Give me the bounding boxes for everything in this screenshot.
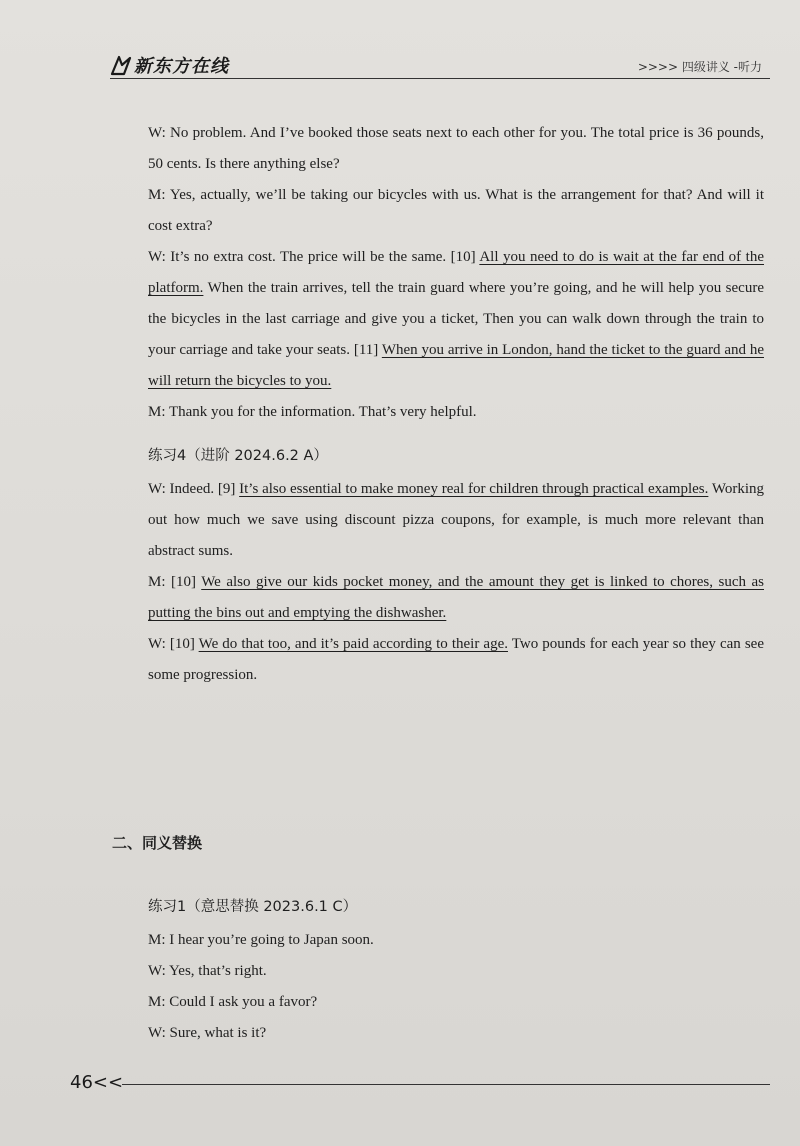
page-number: 46<<: [70, 1072, 124, 1093]
dialogue-text: W: Sure, what is it?: [148, 1025, 267, 1041]
dialogue-line: [148, 956, 764, 987]
dialogue-text: M: Thank you for the information. That’s very helpful.: [148, 404, 477, 420]
dialogue-text: W: No problem. And I’ve booked those seats next to each other for you. The total price is 36 pounds, 50 cents. Is there anything else?: [148, 125, 764, 172]
dialogue-line: [148, 118, 764, 180]
exercise-4-title: 练习4（进阶 2024.6.2 A）: [148, 448, 328, 464]
page-header: [110, 50, 770, 80]
dialogue-line: [148, 474, 764, 567]
logo-mark-icon: [110, 54, 132, 76]
dialogue-text: M: I hear you’re going to Japan soon.: [148, 932, 374, 948]
page-footer: [70, 1072, 770, 1096]
dialogue-line: [148, 629, 764, 691]
dialogue-line: [148, 925, 764, 956]
dialogue-line: [148, 397, 764, 428]
header-divider: [110, 78, 770, 79]
underlined-answer: When you arrive in London, hand the ticket to the guard and he will return the bicycles to you.: [148, 342, 764, 389]
dialogue-block-2: [148, 474, 764, 691]
dialogue-line: [148, 180, 764, 242]
footer-divider: [122, 1084, 770, 1085]
dialogue-line: [148, 242, 764, 397]
dialogue-text: W: It’s no extra cost. The price will be the same. [10]: [148, 249, 480, 265]
exercise-1-title: 练习1（意思替换 2023.6.1 C）: [148, 899, 358, 915]
dialogue-text: W: Indeed. [9]: [148, 481, 240, 497]
underlined-answer: We do that too, and it’s paid according to their age.: [198, 636, 508, 652]
dialogue-text: Working out how much we save using discount pizza coupons, for example, is much more relevant than abstract sums.: [148, 481, 764, 559]
dialogue-text: M: Could I ask you a favor?: [148, 994, 318, 1010]
underlined-answer: We also give our kids pocket money, and the amount they get is linked to chores, such as putting the bins out and emptying the dishwasher.: [148, 574, 764, 621]
dialogue-line: [148, 1018, 764, 1049]
underlined-answer: All you need to do is wait at the far end of the platform.: [148, 249, 764, 296]
dialogue-text: When the train arrives, tell the train guard where you’re going, and he will help you secure the bicycles in the last carriage and give you a ticket, Then you can walk down through the train to your carriage and take your seats. [11]: [148, 280, 764, 358]
main-content: [148, 118, 764, 691]
dialogue-line: [148, 567, 764, 629]
underlined-answer: It’s also essential to make money real for children through practical examples.: [239, 481, 709, 497]
dialogue-block-1: [148, 118, 764, 428]
header-section-label: >>>> 四级讲义 -听力: [637, 60, 762, 74]
section-content: [148, 893, 764, 1049]
logo: [110, 52, 229, 78]
dialogue-text: Two pounds for each year so they can see some progression.: [148, 636, 764, 683]
dialogue-text: W: Yes, that’s right.: [148, 963, 267, 979]
section-title: 二、同义替换: [112, 834, 203, 852]
dialogue-text: M: Yes, actually, we’ll be taking our bicycles with us. What is the arrangement for that? And will it cost extra?: [148, 187, 764, 234]
dialogue-line: [148, 987, 764, 1018]
dialogue-block-3: [148, 925, 764, 1049]
logo-text: 新东方在线: [134, 56, 229, 77]
dialogue-text: W: [10]: [148, 636, 199, 652]
dialogue-text: M: [10]: [148, 574, 202, 590]
